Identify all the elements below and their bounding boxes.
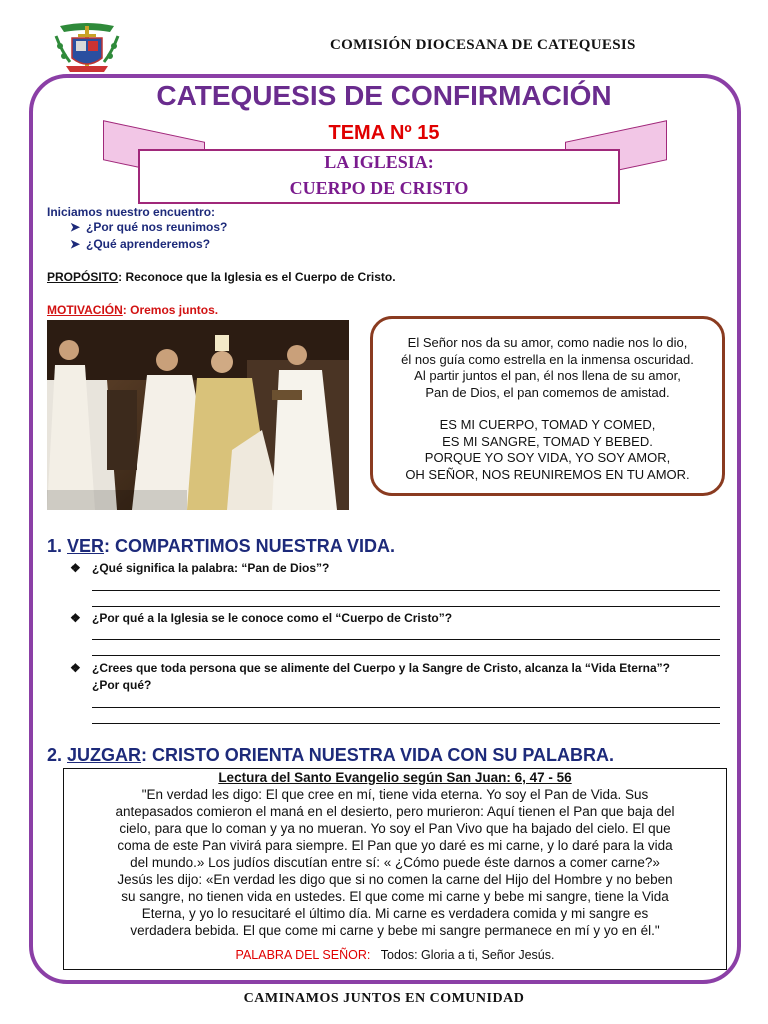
motivacion (47, 303, 218, 317)
palabra-del-senor: PALABRA DEL SEÑOR: Todos: Gloria a ti, Señor Jesús. (235, 948, 555, 962)
gospel-line: cielo, para que lo coman y ya no mueran. Yo soy el Pan Vivo que ha bajado del cielo. El que (119, 821, 671, 836)
section-ver-heading: 1. VER: COMPARTIMOS NUESTRA VIDA. (47, 536, 396, 556)
banner-line-2: CUERPO DE CRISTO (289, 178, 469, 198)
proposito-label: PROPÓSITO (47, 270, 119, 284)
gospel-line: Jesús les dijo: «En verdad les digo que si no comen la carne del Hijo del Hombre y no beben (117, 872, 673, 887)
gospel-line: del mundo.» Los judíos discutían entre sí: « ¿Cómo puede éste darnos a comer carne?» (130, 855, 660, 870)
gospel-line: coma de este Pan vivirá para siempre. El Pan que yo daré es mi carne, y lo daré para la vida (117, 838, 673, 853)
motivacion-label: MOTIVACIÓN (47, 303, 123, 317)
song-line: él nos guía como estrella en la inmensa oscuridad. (401, 351, 694, 367)
section-juzgar-heading: 2. JUZGAR: CRISTO ORIENTA NUESTRA VIDA CON SU PALABRA. (47, 745, 615, 765)
question-item: ❖ ¿Crees que toda persona que se alimente del Cuerpo y la Sangre de Cristo, alcanza la “Vida Eterna”? (70, 661, 670, 675)
tema-number: TEMA Nº 15 (328, 122, 440, 144)
intro-item: ➤ ¿Por qué nos reunimos? (70, 220, 228, 234)
answer-line[interactable] (92, 639, 720, 640)
chorus-line: ES MI SANGRE, TOMAD Y BEBED. (442, 433, 653, 449)
song-line: El Señor nos da su amor, como nadie nos lo dio, (407, 335, 688, 350)
arrow-bullet-icon: ➤ (70, 220, 81, 234)
page-title: CATEQUESIS DE CONFIRMACIÓN (156, 80, 612, 111)
question-item: ❖ ¿Qué significa la palabra: “Pan de Dios”? (70, 561, 330, 575)
gospel-line: verdadera bebida. El que come mi carne y bebe mi sangre permanece en mí y yo en él." (130, 923, 660, 938)
song-lyrics-box (370, 316, 725, 496)
gospel-reading-box (63, 768, 727, 970)
chorus-line: PORQUE YO SOY VIDA, YO SOY AMOR, (424, 450, 671, 465)
answer-line[interactable] (92, 707, 720, 708)
answer-line[interactable] (92, 723, 720, 724)
header-organization: COMISIÓN DIOCESANA DE CATEQUESIS (330, 37, 636, 53)
diamond-bullet-icon: ❖ (70, 661, 81, 675)
question-item-continued: ¿Por qué? (92, 678, 152, 692)
answer-line[interactable] (92, 590, 720, 591)
footer-motto: CAMINAMOS JUNTOS EN COMUNIDAD (243, 991, 525, 1006)
intro-heading: Iniciamos nuestro encuentro: (47, 205, 216, 219)
chorus-line: OH SEÑOR, NOS REUNIREMOS EN TU AMOR. (405, 466, 690, 482)
diamond-bullet-icon: ❖ (70, 561, 81, 575)
banner-line-1: LA IGLESIA: (324, 152, 434, 172)
gospel-line: antepasados comieron el maná en el desierto, pero murieron: Aquí tienen el Pan que baja del (115, 804, 675, 819)
question-item: ❖ ¿Por qué a la Iglesia se le conoce como el “Cuerpo de Cristo”? (70, 611, 453, 625)
chorus-line: ES MI CUERPO, TOMAD Y COMED, (439, 417, 656, 432)
arrow-bullet-icon: ➤ (70, 237, 81, 251)
song-line: Al partir juntos el pan, él nos llena de su amor, (414, 368, 681, 383)
mass-photo (47, 320, 349, 510)
gospel-line: su sangre, no tienen vida en ustedes. El que come mi carne y bebe mi sangre, tiene la Vida (121, 889, 669, 904)
answer-line[interactable] (92, 655, 720, 656)
motivacion-text: : Oremos juntos. (122, 303, 219, 317)
gospel-line: Eterna, y yo lo resucitaré el último día. Mi carne es verdadera comida y mi sangre es (141, 906, 649, 921)
proposito-text: : Reconoce que la Iglesia es el Cuerpo de Cristo. (118, 270, 396, 284)
gospel-line: "En verdad les digo: El que cree en mí, tiene vida eterna. Yo soy el Pan de Vida. Sus (141, 787, 649, 802)
gospel-title: Lectura del Santo Evangelio según San Juan: 6, 47 - 56 (218, 770, 572, 785)
banner-heading (138, 149, 620, 201)
diamond-bullet-icon: ❖ (70, 611, 81, 625)
song-line: Pan de Dios, el pan comemos de amistad. (425, 384, 670, 400)
answer-line[interactable] (92, 606, 720, 607)
proposito (47, 270, 396, 284)
intro-item: ➤ ¿Qué aprenderemos? (70, 237, 211, 251)
